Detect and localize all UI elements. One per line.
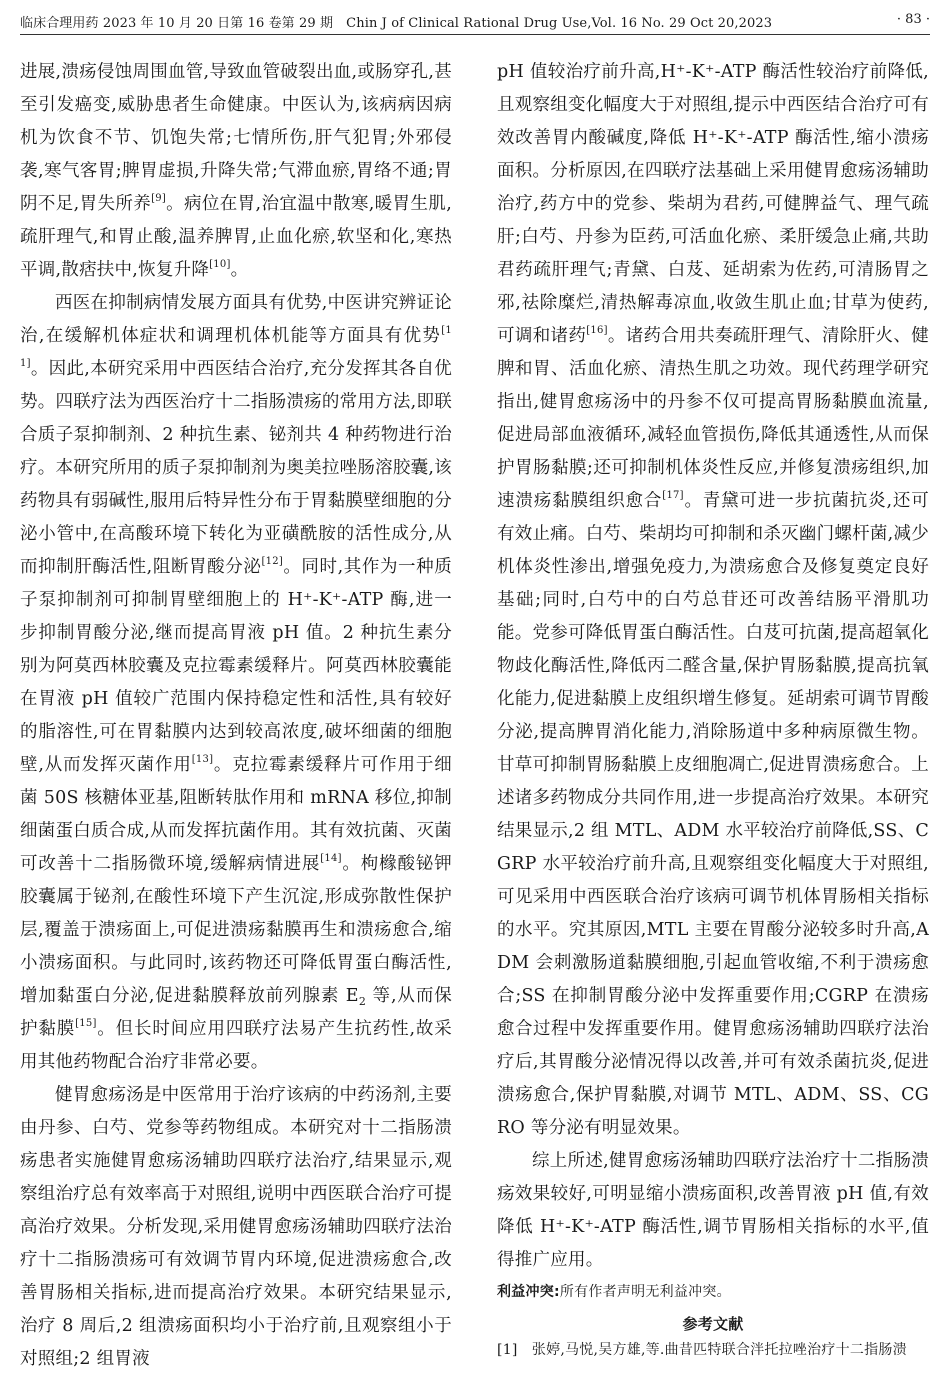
citation[interactable]: [17]	[662, 490, 684, 501]
citation[interactable]: [13]	[191, 754, 214, 765]
paragraph: 综上所述,健胃愈疡汤辅助四联疗法治疗十二指肠溃疡效果较好,可明显缩小溃疡面积,改善胃液 pH 值,有效降低 H⁺-K⁺-ATP 酶活性,调节胃肠相关指标的水平,值得推广应用。	[497, 1151, 929, 1270]
citation[interactable]: [15]	[75, 1018, 97, 1029]
citation[interactable]: [14]	[320, 853, 342, 864]
reference-item: [1] 张婷,马悦,吴方雄,等.曲昔匹特联合泮托拉唑治疗十二指肠溃	[497, 1342, 907, 1358]
header-rule	[20, 34, 930, 35]
citation[interactable]: [12]	[261, 556, 283, 567]
paragraph: 西医在抑制病情发展方面具有优势,中医讲究辨证论治,在缓解机体症状和调理机体机能等方面具有优势[11]。因此,本研究采用中西医结合治疗,充分发挥其各自优势。四联疗法为西医治疗十二指肠溃疡的常用方法,即联合质子泵抑制剂、2 种抗生素、铋剂共 4 种药物进行治疗。本研究所用的质子泵抑制剂为奥美拉唑肠溶胶囊,该药物具有弱碱性,服用后特异性分布于胃黏膜壁细胞的分泌小管中,在高酸环境下转化为亚磺酰胺的活性成分,从而抑制肝酶活性,阻断胃酸分泌[12]。同时,其作为一种质子泵抑制剂可抑制胃壁细胞上的 H⁺-K⁺-ATP 酶,进一步抑制胃酸分泌,继而提高胃液 pH 值。2 种抗生素分别为阿莫西林胶囊及克拉霉素缓释片。阿莫西林胶囊能在胃液 pH 值较广范围内保持稳定性和活性,具有较好的脂溶性,可在胃黏膜内达到较高浓度,破坏细菌的细胞壁,从而发挥灭菌作用[13]。克拉霉素缓释片可作用于细菌 50S 核糖体亚基,阻断转肽作用和 mRNA 移位,抑制细菌蛋白质合成,从而发挥抗菌作用。其有效抗菌、灭菌可改善十二指肠微环境,缓解病情进展[14]。枸橼酸铋钾胶囊属于铋剂,在酸性环境下产生沉淀,形成弥散性保护层,覆盖于溃疡面上,可促进溃疡黏膜再生和溃疡愈合,缩小溃疡面积。与此同时,该药物还可降低胃蛋白酶活性,增加黏蛋白分泌,促进黏膜释放前列腺素 $E_2$ 等,从而保护黏膜[15]。但长时间应用四联疗法易产生抗药性,故采用其他药物配合治疗非常必要。	[20, 293, 453, 1072]
page-number: · 83 ·	[896, 12, 930, 27]
conflict-label: 利益冲突:	[497, 1284, 560, 1300]
citation[interactable]: [11]	[20, 325, 452, 369]
paragraph: 健胃愈疡汤是中医常用于治疗该病的中药汤剂,主要由丹参、白芍、党参等药物组成。本研究对十二指肠溃疡患者实施健胃愈疡汤辅助四联疗法治疗,结果显示,观察组治疗总有效率高于对照组,说明中西医联合治疗可提高治疗效果。分析发现,采用健胃愈疡汤辅助四联疗法治疗十二指肠溃疡可有效调节胃内环境,促进溃疡愈合,改善胃肠相关指标,进而提高治疗效果。本研究结果显示,治疗 8 周后,2 组溃疡面积均小于治疗前,且观察组小于对照组;2 组胃液	[20, 1085, 452, 1369]
journal-citation: 临床合理用药 2023 年 10 月 20 日第 16 卷第 29 期 Chin J of Clinical Rational Drug Use,Vol. 16 No. 29 Oct 20,2023	[20, 16, 773, 31]
citation[interactable]: [9]	[151, 193, 167, 204]
references-heading: 参考文献	[682, 1315, 744, 1333]
left-column	[20, 56, 452, 1376]
paragraph: pH 值较治疗前升高,H⁺-K⁺-ATP 酶活性较治疗前降低,且观察组变化幅度大于对照组,提示中西医结合治疗可有效改善胃内酸碱度,降低 H⁺-K⁺-ATP 酶活性,缩小溃疡面积。分析原因,在四联疗法基础上采用健胃愈疡汤辅助治疗,药方中的党参、柴胡为君药,可健脾益气、理气疏肝;白芍、丹参为臣药,可活血化瘀、柔肝缓急止痛,共助君药疏肝理气;青黛、白芨、延胡索为佐药,可清肠胃之邪,祛除糜烂,清热解毒凉血,收敛生肌止血;甘草为使药,可调和诸药[16]。诸药合用共奏疏肝理气、清除肝火、健脾和胃、活血化瘀、清热生肌之功效。现代药理学研究指出,健胃愈疡汤中的丹参不仅可提高胃肠黏膜血流量,促进局部血液循环,减轻血管损伤,降低其通透性,从而保护胃肠黏膜;还可抑制机体炎性反应,并修复溃疡组织,加速溃疡黏膜组织愈合[17]。青黛可进一步抗菌抗炎,还可有效止痛。白芍、柴胡均可抑制和杀灭幽门螺杆菌,减少机体炎性渗出,增强免疫力,为溃疡愈合及修复奠定良好基础;同时,白芍中的白芍总苷还可改善结肠平滑肌功能。党参可降低胃蛋白酶活性。白芨可抗菌,提高超氧化物歧化酶活性,降低丙二醛含量,保护胃肠黏膜,提高抗氧化能力,促进黏膜上皮组织增生修复。延胡索可调节胃酸分泌,提高脾胃消化能力,消除肠道中多种病原微生物。甘草可抑制胃肠黏膜上皮细胞凋亡,促进胃溃疡愈合。上述诸多药物成分共同作用,进一步提高治疗效果。本研究结果显示,2 组 MTL、ADM 水平较治疗前降低,SS、CGRP 水平较治疗前升高,且观察组变化幅度大于对照组,可见采用中西医联合治疗该病可调节机体胃肠相关指标的水平。究其原因,MTL 主要在胃酸分泌较多时升高,ADM 会刺激肠道黏膜细胞,引起血管收缩,不利于溃疡愈合;SS 在抑制胃酸分泌中发挥重要作用;CGRP 在溃疡愈合过程中发挥重要作用。健胃愈疡汤辅助四联疗法治疗后,其胃酸分泌情况得以改善,并可有效杀菌抗炎,促进溃疡愈合,保护胃黏膜,对调节 MTL、ADM、SS、CGRO 等分泌有明显效果。	[497, 62, 930, 1138]
right-column	[497, 56, 929, 1363]
citation[interactable]: [16]	[586, 325, 608, 336]
paragraph: 进展,溃疡侵蚀周围血管,导致血管破裂出血,或肠穿孔,甚至引发癌变,威胁患者生命健康。中医认为,该病病因病机为饮食不节、饥饱失常;七情所伤,肝气犯胃;外邪侵袭,寒气客胃;脾胃虚损,升降失常;气滞血瘀,胃络不通;胃阴不足,胃失所养[9]。病位在胃,治宜温中散寒,暖胃生肌,疏肝理气,和胃止酸,温养脾胃,止血化瘀,软坚和化,寒热平调,散痞扶中,恢复升降[10]。	[20, 62, 453, 280]
running-header	[20, 12, 930, 34]
citation[interactable]: [10]	[209, 259, 231, 270]
conflict-of-interest: 利益冲突:所有作者声明无利益冲突。	[497, 1284, 731, 1300]
